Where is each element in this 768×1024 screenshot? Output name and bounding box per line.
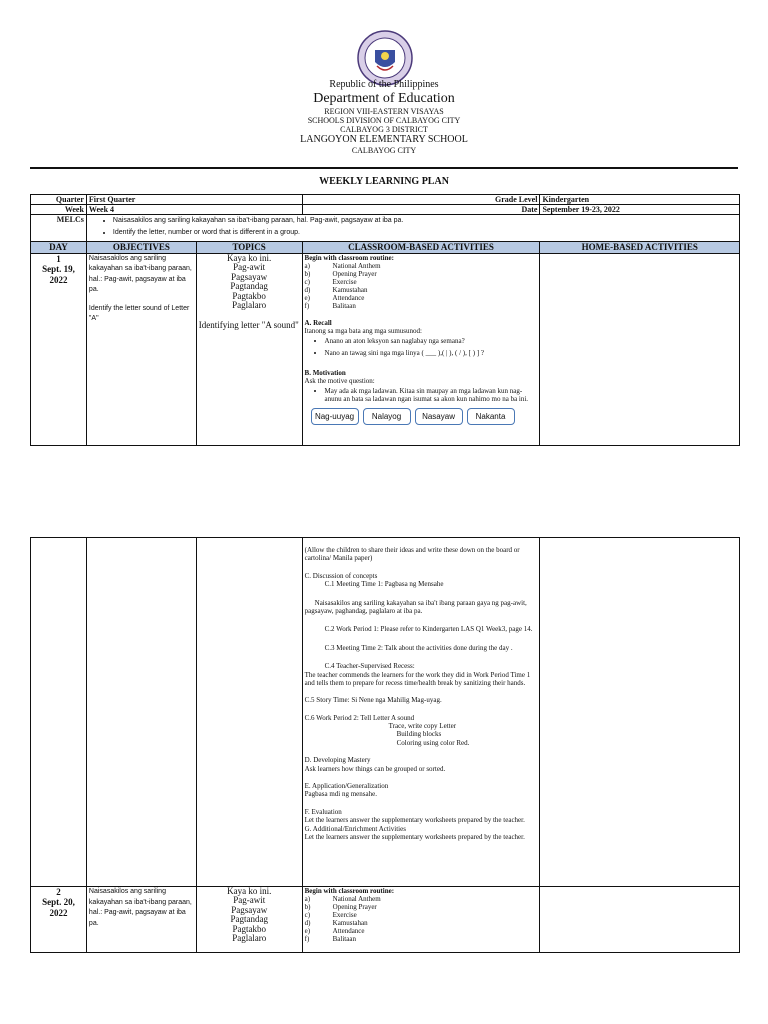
activity-text: Let the learners answer the supplementary worksheets prepared by the teacher. [304,832,525,841]
department-text: Department of Education [313,91,455,106]
grade-label: Grade Level [302,195,540,205]
day2-home-activities [540,887,740,953]
header-divider [30,167,738,169]
grade-value: Kindergarten [540,195,740,205]
activity-subitem: Building blocks [396,730,442,739]
topic-item: Pagtandag [230,281,268,292]
col-topics: TOPICS [196,242,302,253]
school-text: LANGOYON ELEMENTARY SCHOOL [300,134,468,145]
melc-item: • Naisasakilos ang sariling kakayahan sa iba't-ibang paraan, hal. Pag-awit, pagsayaw at iba pa. [113,217,737,225]
date-label: Date [302,205,540,215]
routine-list [305,895,538,943]
topic-item: Pag-awit [233,262,266,273]
activity-text: C.5 Story Time: Si Nene nga Mahilig Mag-uyag. [304,696,442,705]
quarter-row [31,195,740,205]
quarter-label: Quarter [31,195,87,205]
activity-heading: G. Additional/Enrichment Activities [304,824,406,833]
activity-text: (Allow the children to share their ideas and write these down on the board or cartolina/ Manila paper) [304,546,520,563]
day1-home-activities [540,253,740,445]
activity-text: C.6 Work Period 2: Tell Letter A sound [304,713,415,722]
day2-classroom-activities [302,887,540,953]
week-label: Week [31,205,87,215]
routine-list [305,262,538,310]
day2-year: 2022 [49,907,68,918]
motivation-item: • May ada ak mga ladawan. Kitaa sin maupay an mga ladawan kun nag- anunu an bata sa ladawan ngan isumat sa akon kun nahimo mo na ba ini. [325,387,538,403]
day1-objective: Identify the letter sound of Letter "A" [88,304,190,323]
melcs-row [31,215,740,242]
day2-date: Sept. 20, [42,897,75,908]
routine-title: Begin with classroom routine: [304,887,395,895]
activity-heading: C. Discussion of concepts [304,571,378,580]
day2-row [31,887,740,953]
col-day: DAY [31,242,87,253]
col-home: HOME-BASED ACTIVITIES [540,242,740,253]
routine-item: c) Exercise [304,911,357,920]
topic-item: Pagtakbo [232,290,266,301]
day1-objectives [86,253,196,445]
day1-topic-list [199,254,300,311]
day1-row [31,253,740,445]
motivation-intro: Ask the motive question: [304,377,375,386]
routine-item: d) Kamustahan [304,919,368,928]
date-value: September 19-23, 2022 [540,205,740,215]
melc-item: • Identify the letter, number or word that is different in a group. [113,229,737,237]
topic-item: Pagtakbo [232,923,266,934]
page-title: WEEKLY LEARNING PLAN [319,176,449,187]
activity-text: Naisasakilos ang sariling kakayahan sa iba't ibang paraan gaya ng pag-awit, pagsayaw, paghandag, paglalaro at iba pa. [304,598,527,615]
day2-objectives [86,887,196,953]
plan-table-page2 [30,537,740,953]
day2-topics [196,887,302,953]
picture-label: Nag-uuyag [311,408,359,425]
division-text: SCHOOLS DIVISION OF CALBAYOG CITY [307,116,461,125]
day1-classroom-continued [302,538,540,887]
activity-heading: D. Developing Mastery [304,756,371,765]
home-cell-empty [540,538,740,887]
day1-date: Sept. 19, [42,264,75,275]
day1-classroom-activities [302,253,540,445]
activity-text: Ask learners how things can be grouped or sorted. [304,764,446,773]
day1-year: 2022 [49,274,68,285]
day1-topics [196,253,302,445]
routine-item: f) Balitaan [304,302,356,311]
week-value: Week 4 [86,205,302,215]
plan-table-page1 [30,194,740,446]
routine-item: b) Opening Prayer [304,269,377,278]
routine-item: b) Opening Prayer [304,903,377,912]
melcs-label: MELCs [31,215,87,242]
picture-label: Nalayog [363,408,411,425]
day-cell-empty [31,538,87,887]
routine-item: e) Attendance [304,927,365,936]
activity-subitem: Coloring using color Red. [396,738,470,747]
day1-number: 1 [56,253,61,264]
motivation-title: B. Motivation [304,369,346,378]
col-classroom: CLASSROOM-BASED ACTIVITIES [302,242,540,253]
day2-topic-list [199,887,300,944]
topic-item: Paglalaro [232,300,267,310]
day1-topic2: Identifying letter "A sound" [198,320,299,331]
routine-item: f) Balitaan [304,935,356,944]
picture-label: Nasayaw [415,408,463,425]
activity-heading: F. Evaluation [304,807,342,816]
picture-label: Nakanta [467,408,515,425]
objectives-cell-empty [86,538,196,887]
routine-item: c) Exercise [304,277,357,286]
recall-intro: Itanong sa mga bata ang mga sumusunod: [304,327,422,336]
routine-title: Begin with classroom routine: [304,253,394,262]
activity-text: C.2 Work Period 1: Please refer to Kindergarten LAS Q1 Week3, page 14. [324,625,533,634]
activity-text: The teacher commends the learners for the work they did in Work Period Time 1 and tells them to prepare for recess time/health break by sanitizing their hands. [304,670,531,687]
activity-text: C.1 Meeting Time 1: Pagbasa ng Mensahe [324,580,444,589]
topic-item: Paglalaro [232,933,267,944]
recall-list [305,337,538,357]
recall-title: A. Recall [304,319,332,328]
activity-text: Let the learners answer the supplementary worksheets prepared by the teacher. [304,816,525,825]
picture-labels [311,408,538,425]
day2-objective: Naisasakilos ang sariling kakayahan sa iba't-ibang paraan, hal.: Pag-awit, pagsayaw at iba pa. [88,888,192,927]
region-text: REGION VIII-EASTERN VISAYAS [324,107,444,116]
day1-cell [31,253,87,445]
topic-item: Kaya ko ini. [227,252,272,263]
routine-item: e) Attendance [304,294,365,303]
col-objectives: OBJECTIVES [86,242,196,253]
activity-text: C.3 Meeting Time 2: Talk about the activities done during the day . [324,643,513,652]
recall-item: • Anano an aton leksyon san naglabay nga semana? [325,337,538,345]
topic-item: Pagsayaw [231,904,268,915]
topic-item: Pagtandag [230,914,268,925]
day1-continued-row [31,538,740,887]
topic-item: Pag-awit [233,895,266,906]
activity-heading: C.4 Teacher-Supervised Recess: [324,662,415,671]
district-text: CALBAYOG 3 DISTRICT [340,125,428,134]
topics-cell-empty [196,538,302,887]
quarter-value: First Quarter [86,195,302,205]
activity-text: Pagbasa mdi ng mensahe. [304,790,377,799]
melcs-list [89,217,737,237]
topic-item: Kaya ko ini. [227,886,272,896]
routine-item: d) Kamustahan [304,286,368,294]
activity-heading: E. Application/Generalization [304,782,389,791]
day1-objective: Naisasakilos ang sariling kakayahan sa iba't-ibang paraan, hal.: Pag-awit, pagsayaw at iba pa. [88,254,192,294]
routine-item: a) National Anthem [304,261,381,270]
column-header-row [31,242,740,253]
motivation-list [305,387,538,403]
day2-cell [31,887,87,953]
deped-seal [357,30,413,86]
republic-text: Republic of the Philippines [329,79,439,90]
topic-item: Pagsayaw [231,271,268,282]
week-row [31,205,740,215]
routine-item: a) National Anthem [304,895,381,904]
city-text: CALBAYOG CITY [351,146,417,155]
activity-subitem: Trace, write copy Letter [388,722,457,731]
day2-number: 2 [56,887,61,897]
recall-item: • Nano an tawag sini nga mga linya ( ___ ),( | ), ( / ), [ ) ] ? [325,349,538,357]
